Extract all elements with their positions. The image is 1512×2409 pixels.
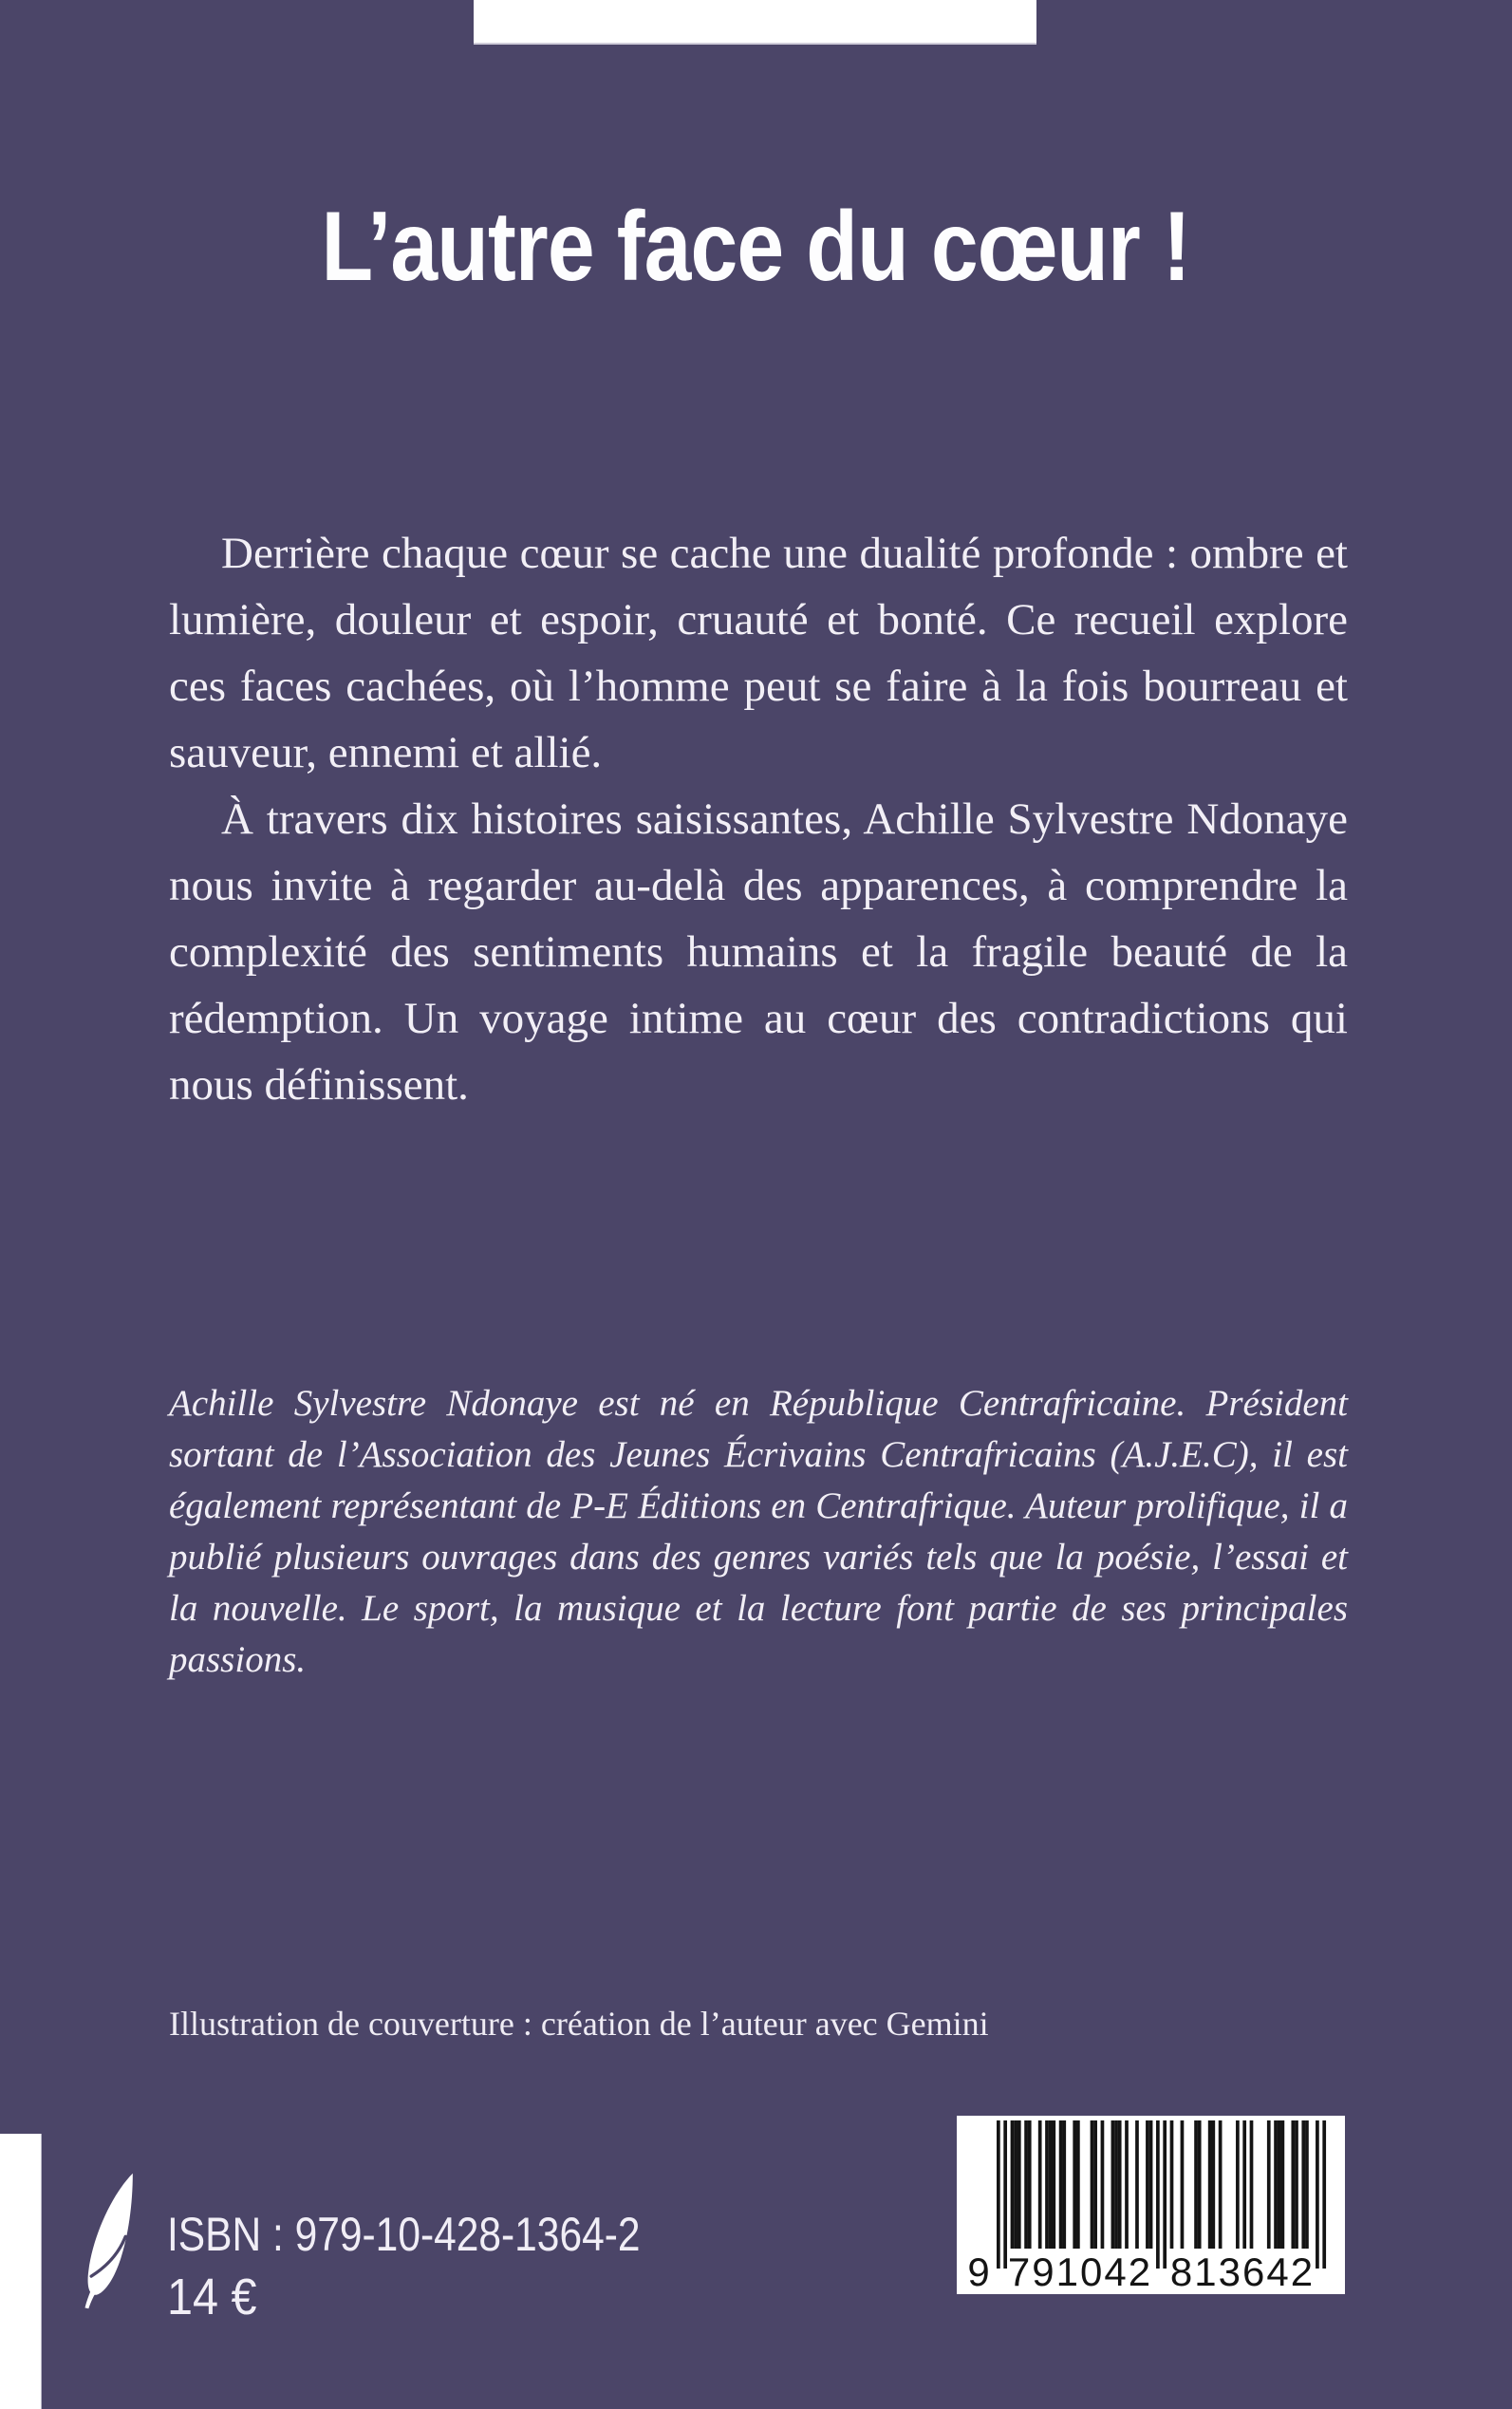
spine-edge-strip xyxy=(0,2134,41,2409)
author-bio-block xyxy=(169,1378,1348,1686)
top-white-tab xyxy=(474,0,1036,45)
barcode-digit-group1: 791042 xyxy=(1007,2250,1153,2294)
isbn-label: ISBN : 979-10-428-1364-2 xyxy=(167,2208,641,2261)
synopsis-paragraph-1: Derrière chaque cœur se cache une dualité profonde : ombre et lumière, douleur et espoir, cruauté et bonté. Ce recueil explore ces faces cachées, où l’homme peut se faire à la fois bourreau et sauveur, ennemi et allié. xyxy=(169,529,1348,777)
quill-feather-icon xyxy=(80,2170,144,2314)
synopsis-paragraph-2: À travers dix histoires saisissantes, Achille Sylvestre Ndonaye nous invite à regarder au-delà des apparences, à comprendre la complexité des sentiments humains et la fragile beauté de la rédemption. Un voyage intime au cœur des contradictions qui nous définissent. xyxy=(169,794,1348,1110)
barcode-digit-first: 9 xyxy=(967,2250,990,2294)
synopsis-block xyxy=(169,520,1348,1118)
author-bio-text: Achille Sylvestre Ndonaye est né en République Centrafricaine. Président sortant de l’Association des Jeunes Écrivains Centrafricains (A.J.E.C), il est également représentant de P-E Éditions en Centrafrique. Auteur prolifique, il a publié plusieurs ouvrages dans des genres variés tels que la poésie, l’essai et la nouvelle. Le sport, la musique et la lecture font partie de ses principales passions. xyxy=(169,1383,1348,1680)
page-title xyxy=(0,193,1512,301)
barcode-digit-group2: 813642 xyxy=(1169,2250,1316,2294)
price-label: 14 € xyxy=(167,2269,257,2325)
page-title-text: L’autre face du cœur ! xyxy=(321,192,1191,302)
cover-credit-line: Illustration de couverture : création de l’auteur avec Gemini xyxy=(169,2005,989,2043)
barcode-panel xyxy=(957,2116,1345,2294)
